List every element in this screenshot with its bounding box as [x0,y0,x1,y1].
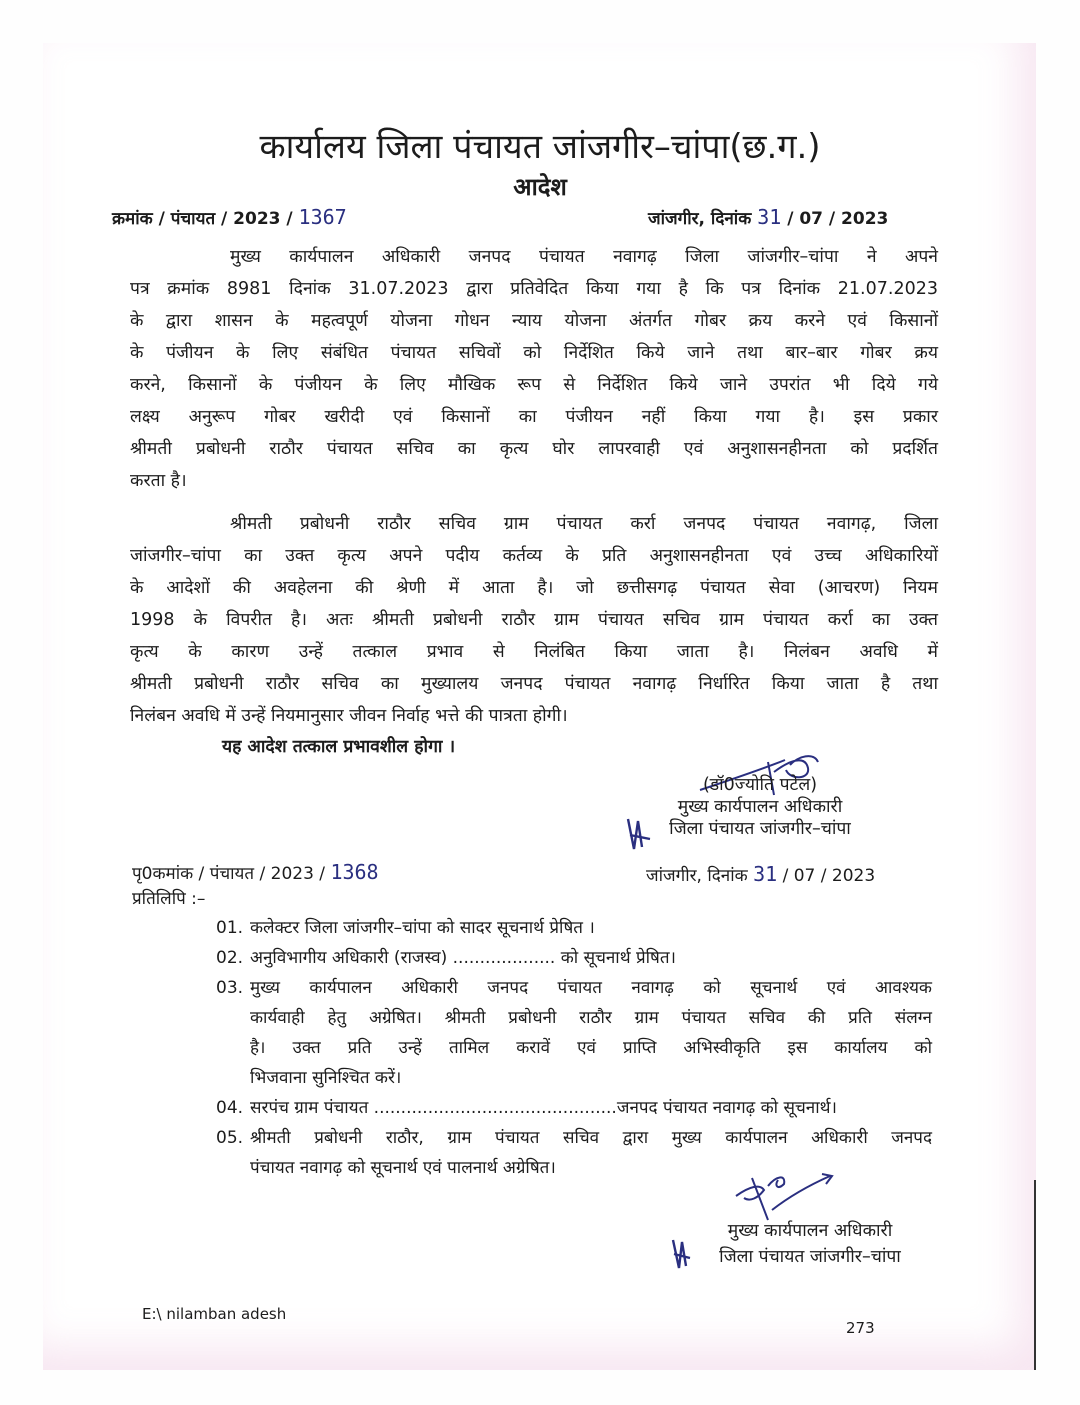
copy-list-text: कार्यवाही हेतु अग्रेषित। श्रीमती प्रबोधनी राठौर ग्राम पंचायत सचिव की प्रति संलग्न [250,1008,932,1028]
paragraph-1-line: करता है। [130,471,187,491]
copy-list-number: 02. [216,948,244,968]
paragraph-1-line: के द्वारा शासन के महत्वपूर्ण योजना गोधन न्याय योजना अंतर्गत गोबर क्रय करने एवं किसानों [130,311,938,331]
effective-statement: यह आदेश तत्काल प्रभावशील होगा । [222,737,456,757]
handwritten-endorsement-number: 1368 [330,860,379,884]
copy-list-number: 05. [216,1128,244,1148]
signatory-name: (डॉ0ज्योति पटेल) [702,775,818,795]
copy-label: प्रतिलिपि :– [132,889,206,909]
order-date [648,205,888,229]
copy-list-item [216,943,932,973]
copy-list-text: भिजवाना सुनिश्चित करें। [250,1068,402,1088]
signature-block-1 [610,774,910,840]
date-suffix: / 07 / 2023 [781,209,889,229]
copy-list-number: 03. [216,978,244,998]
signatory-designation-2: मुख्य कार्यपालन अधिकारी [727,1221,893,1241]
copy-list-text: कलेक्टर जिला जांजगीर–चांपा को सादर सूचनार्थ प्रेषित । [250,918,595,938]
reference-prefix: क्रमांक / पंचायत / 2023 / [112,209,299,229]
paragraph-1-line: लक्ष्य अनुरूप गोबर खरीदी एवं किसानों का पंजीयन नहीं किया गया है। इस प्रकार [130,407,938,427]
order-heading: आदेश [513,173,567,201]
copy-list-number: 01. [216,918,244,938]
endorsement-date-prefix: जांजगीर, दिनांक [646,866,754,886]
paragraph-2-line: निलंबन अवधि में उन्हें नियमानुसार जीवन निर्वाह भत्ते की पात्रता होगी। [130,706,568,726]
date-prefix: जांजगीर, दिनांक [648,209,758,229]
endorsement-number [132,860,379,884]
copy-list-text: मुख्य कार्यपालन अधिकारी जनपद पंचायत नवागढ़ को सूचनार्थ एवं आवश्यक [250,978,932,998]
copy-list-item [216,973,932,1093]
endorsement-date [646,862,875,886]
signatory-designation: मुख्य कार्यपालन अधिकारी [677,797,843,817]
page-number: 273 [846,1319,875,1337]
copy-list-text: है। उक्त प्रति उन्हें तामिल करावें एवं प्राप्ति अभिस्वीकृति इस कार्यालय को [250,1038,932,1058]
paragraph-2 [130,508,938,732]
copy-list-text: श्रीमती प्रबोधनी राठौर, ग्राम पंचायत सचिव द्वारा मुख्य कार्यपालन अधिकारी जनपद [250,1128,932,1148]
paragraph-2-line: 1998 के विपरीत है। अतः श्रीमती प्रबोधनी राठौर ग्राम पंचायत सचिव ग्राम पंचायत कर्रा का उक्त [130,610,938,630]
page-edge-shadow [1034,1180,1036,1370]
copy-list-number: 04. [216,1098,244,1118]
file-path: E:\ nilamban adesh [142,1305,287,1323]
paragraph-2-line: श्रीमती प्रबोधनी राठौर सचिव का मुख्यालय जनपद पंचायत नवागढ़ निर्धारित किया जाता है तथा [130,674,938,694]
endorsement-date-suffix: / 07 / 2023 [777,866,876,886]
handwritten-date-day: 31 [757,205,782,229]
signatory-office-2: जिला पंचायत जांजगीर–चांपा [719,1247,901,1267]
office-title: कार्यालय जिला पंचायत जांजगीर–चांपा(छ.ग.) [259,127,821,167]
signatory-office: जिला पंचायत जांजगीर–चांपा [669,819,851,839]
copy-list-text: पंचायत नवागढ़ को सूचनार्थ एवं पालनार्थ अग्रेषित। [250,1158,556,1178]
order-reference-number [112,205,347,229]
paragraph-2-line: के आदेशों की अवहेलना की श्रेणी में आता है। जो छत्तीसगढ़ पंचायत सेवा (आचरण) नियम [130,578,938,598]
copy-list-item [216,913,932,943]
handwritten-order-number: 1367 [298,205,347,229]
paragraph-2-line: जांजगीर–चांपा का उक्त कृत्य अपने पदीय कर्तव्य के प्रति अनुशासनहीनता एवं उच्च अधिकारियों [130,546,938,566]
paragraph-1-line: करने, किसानों के पंजीयन के लिए मौखिक रूप से निर्देशित किये जाने उपरांत भी दिये गये [130,375,938,395]
paragraph-2-line: कृत्य के कारण उन्हें तत्काल प्रभाव से निलंबित किया जाता है। निलंबन अवधि में [130,642,938,662]
copy-list-text: सरपंच ग्राम पंचायत .............................................जनपद पंचायत नवागढ़ को सूचनार्थ। [250,1098,837,1118]
paragraph-1-line: श्रीमती प्रबोधनी राठौर पंचायत सचिव का कृत्य घोर लापरवाही एवं अनुशासनहीनता को प्रदर्शित [130,439,938,459]
paragraph-1-line: मुख्य कार्यपालन अधिकारी जनपद पंचायत नवागढ़ जिला जांजगीर–चांपा ने अपने [230,247,938,267]
copy-distribution-list [216,913,932,1183]
copy-list-item [216,1093,932,1123]
copy-list-text: अनुविभागीय अधिकारी (राजस्व) ................... को सूचनार्थ प्रेषित। [250,948,677,968]
signature-block-2 [660,1218,960,1270]
paragraph-1 [130,241,938,497]
handwritten-endorsement-day: 31 [753,862,778,886]
paragraph-1-line: के पंजीयन के लिए संबंधित पंचायत सचिवों को निर्देशित किये जाने तथा बार–बार गोबर क्रय [130,343,938,363]
endorsement-prefix: पृ0कमांक / पंचायत / 2023 / [132,864,331,884]
paragraph-1-line: पत्र क्रमांक 8981 दिनांक 31.07.2023 द्वारा प्रतिवेदित किया गया है कि पत्र दिनांक 21.07.2023 [130,279,938,299]
paragraph-2-line: श्रीमती प्रबोधनी राठौर सचिव ग्राम पंचायत कर्रा जनपद पंचायत नवागढ़, जिला [230,514,938,534]
